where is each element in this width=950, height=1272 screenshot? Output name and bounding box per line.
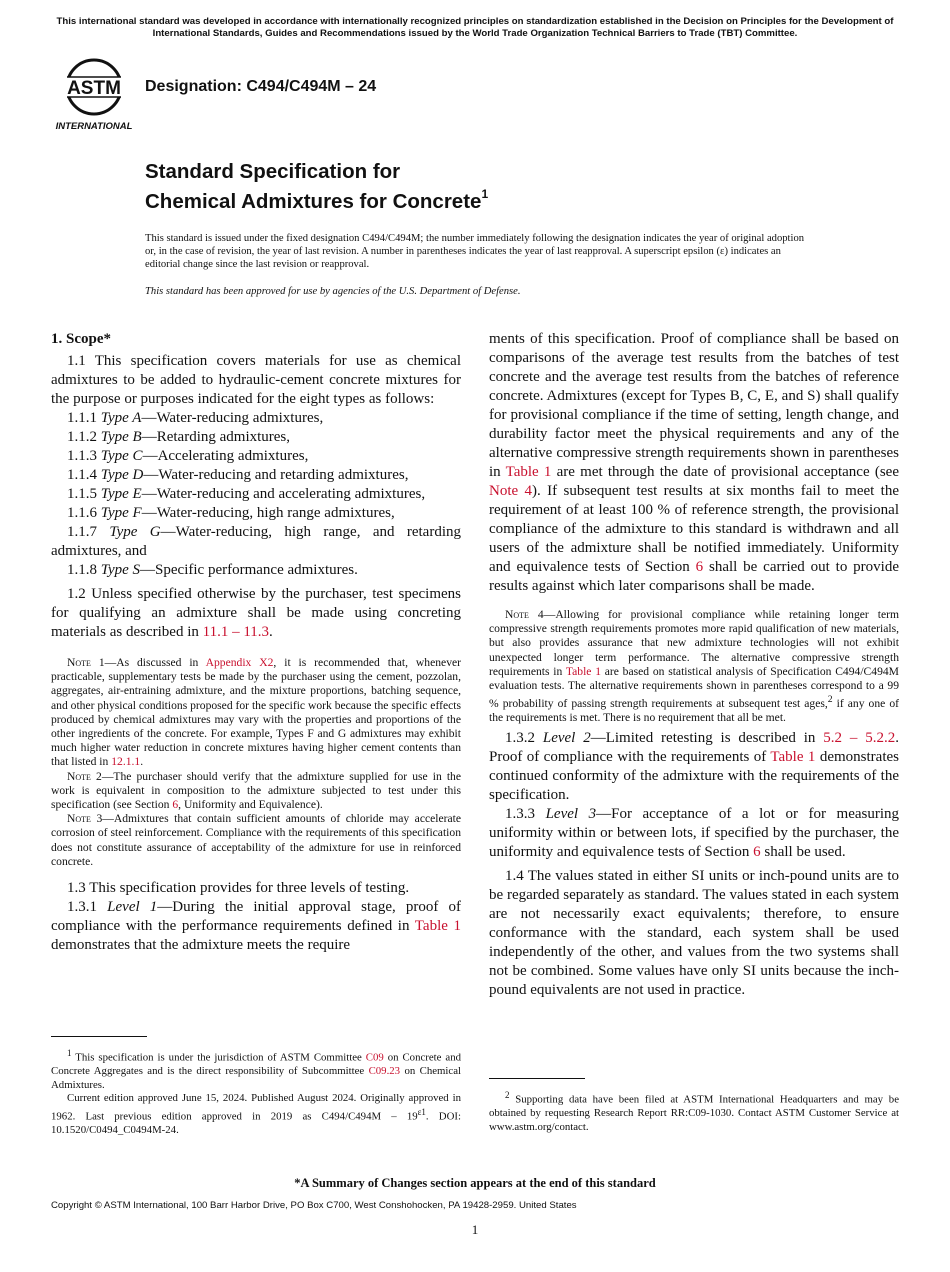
paragraph-1-2: 1.2 Unless specified otherwise by the purchaser, test specimens for qualifying an admixture shall be made using concreting materials as described in 11.1 – 11.3. <box>51 586 461 640</box>
note-4: Note 4—Allowing for provisional compliance while retaining longer term compressive strength requirements promotes more rapid qualification of new materials, but also provides assurance that new admixture technologies will not exhibit unexpected longer term performance. The alternative compressive strength requirements in Table 1 are based on statistical analysis of Specification C494/C494M evaluation tests. The alternative requirements shown in parentheses correspond to a 99 % probability of passing strength requirements at subsequent test ages,$^2$ if any one of the requirements is met. There is no requirement that all be met. <box>489 608 899 725</box>
type-item: 1.1.2 Type B—Retarding admixtures, <box>67 429 291 445</box>
link-section-6-level3[interactable]: 6 <box>753 844 761 861</box>
link-section-6-uniformity[interactable]: 6 <box>695 559 704 575</box>
footnote-rule <box>51 1036 147 1037</box>
link-c09-23[interactable]: C09.23 <box>368 1065 401 1078</box>
type-item: 1.1.3 Type C—Accelerating admixtures, <box>67 448 309 464</box>
note-1: Note 1—As discussed in Appendix X2, it is recommended that, whenever practicable, supplementary tests be made by the purchaser using the cement, pozzolan, aggregates, air-entraining admixture, and the mixture proportions, batching sequence, and other physical conditions proposed for the specific work because the specific effects produced by chemical admixtures may vary with the properties and proportions of the other ingredients of the concrete. For example, Types F and G admixtures may exhibit much higher water reduction in concrete mixtures having higher cement contents than that listed in 12.1.1. <box>51 656 461 769</box>
footnote-1-edition: Current edition approved June 15, 2024. Published August 2024. Originally approved in 1962. Last previous edition approved in 2019 as $C494/C494M - 19^{\varepsilon 1}$. DOI: 10.1520/C0494_C0494M-24. <box>51 1092 461 1137</box>
paragraph-1-3-1-continued: ments of this specification. Proof of compliance shall be based on comparisons of the average test results from the batches of test concrete and the average test results from the batches of reference concrete. Admixtures (except for Types B, C, E, and S) shall qualify for provisional compliance if the time of setting, length change, and durability factor meet the physical requirements and any of the alternative compressive strength requirements shown in parentheses in Table 1 are met through the date of provisional acceptance (see Note 4). If subsequent test results at six months fail to meet the requirement of at least 100 % of reference strength, the provisional compliance of the admixture to this standard is withdrawn and all users of the admixture shall be notified immediately. Uniformity and equivalence tests of Section 6 shall be carried out to provide results against which later comparisons shall be made. <box>489 331 899 594</box>
link-table-1-alt[interactable]: Table 1 <box>505 464 552 480</box>
paragraph-1-3-2: 1.3.2 Level 2—Limited retesting is described in 5.2 – 5.2.2. Proof of compliance with the requirements of Table 1 demonstrates continued conformity of the admixture with the requirements of the specification. <box>489 730 899 804</box>
paragraph-1-3-1: 1.3.1 Level 1—During the initial approval stage, proof of compliance with the performance requirements defined in Table 1 demonstrates that the admixture meets the require <box>51 899 462 954</box>
link-appendix-x2[interactable]: Appendix X2 <box>205 656 274 669</box>
left-column <box>51 330 461 955</box>
link-table-1-level2[interactable]: Table 1 <box>770 749 816 766</box>
link-table-1[interactable]: Table 1 <box>414 918 461 935</box>
link-12-1-1[interactable]: 12.1.1 <box>111 755 141 769</box>
footnotes-left <box>51 1036 461 1138</box>
types-list <box>51 409 461 580</box>
paragraph-1-3: 1.3 This specification provides for three levels of testing. <box>67 880 410 897</box>
link-5-2[interactable]: 5.2 – 5.2.2 <box>823 730 896 747</box>
document-title <box>145 160 488 214</box>
type-item: 1.1.5 Type E—Water-reducing and accelerating admixtures, <box>67 486 426 502</box>
page-number: 1 <box>471 1222 479 1237</box>
type-item: 1.1.1 Type A—Water-reducing admixtures, <box>67 410 324 426</box>
type-item: 1.1.7 Type G—Water-reducing, high range, and retarding admixtures, and <box>51 524 461 559</box>
paragraph-1-1: 1.1 This specification covers materials for use as chemical admixtures to be added to hydraulic-cement concrete mixtures for the purpose or purposes indicated for the eight types as follows: <box>51 353 461 407</box>
link-table-1-note4[interactable]: Table 1 <box>565 664 601 678</box>
issuance-notice: This standard is issued under the fixed designation C494/C494M; the number immediately following the designation indicates the year of original adoption or, in the case of revision, the year of last revision. A number in parentheses indicates the year of last reapproval. A superscript epsilon (ε) indicates an editorial change since the last revision or reapproval. <box>145 233 805 271</box>
title-line-2: Chemical Admixtures for Concrete$^1$ <box>145 187 489 213</box>
copyright: Copyright © ASTM International, 100 Barr Harbor Drive, PO Box C700, West Conshohocken, PA 19428-2959. United States <box>51 1200 577 1211</box>
astm-logo-icon <box>54 57 134 131</box>
summary-of-changes-note: *A Summary of Changes section appears at the end of this standard <box>294 1176 656 1190</box>
paragraph-1-4: 1.4 The values stated in either SI units or inch-pound units are to be regarded separately as standard. The values stated in each system are not necessarily exact equivalents; therefore, to ensure conformance with the standard, each system shall be used independently of the other, and values from the two systems shall not be combined. Some values have only SI units because the inch-pound equivalents are not used in practice. <box>489 868 899 999</box>
link-section-6[interactable]: 6 <box>172 798 179 812</box>
link-11-1[interactable]: 11.1 – 11.3 <box>202 624 270 640</box>
type-item: 1.1.4 Type D—Water-reducing and retarding admixtures, <box>67 467 409 483</box>
type-item: 1.1.6 Type F—Water-reducing, high range admixtures, <box>67 505 395 521</box>
title-line-1: Standard Specification for <box>145 160 401 183</box>
section-heading-scope: 1. Scope* <box>51 331 111 347</box>
link-note-4[interactable]: Note 4 <box>489 483 533 499</box>
astm-logo <box>54 57 134 131</box>
note-3: Note 3—Admixtures that contain sufficient amounts of chloride may accelerate corrosion of steel reinforcement. Compliance with the requirements of this specification does not constitute assurance of acceptability of the admixture for use in reinforced concrete. <box>51 812 462 868</box>
link-c09[interactable]: C09 <box>365 1051 384 1064</box>
footnote-1: $^1$ This specification is under the jurisdiction of ASTM Committee C09 on Concrete and Concrete Aggregates and is the direct responsibility of Subcommittee C09.23 on Chemical Admixtures. <box>51 1048 461 1091</box>
approval-notice: This standard has been approved for use by agencies of the U.S. Department of Defense. <box>145 286 521 297</box>
svg-text:INTERNATIONAL: INTERNATIONAL <box>55 121 133 131</box>
svg-text:ASTM: ASTM <box>67 78 121 99</box>
type-item: 1.1.8 Type S—Specific performance admixtures. <box>67 562 358 578</box>
right-column <box>489 330 899 1000</box>
paragraph-1-3-3: 1.3.3 Level 3—For acceptance of a lot or for measuring uniformity within or between lots, if specified by the purchaser, the uniformity and equivalence tests of Section 6 shall be used. <box>489 806 900 861</box>
footnote-2: $^2$ Supporting data have been filed at ASTM International Headquarters and may be obtained by requesting Research Report RR:C09-1030. Contact ASTM Customer Service at www.astm.org/contact. <box>489 1090 899 1133</box>
top-notice: This international standard was developed in accordance with internationally recognized principles on standardization established in the Decision on Principles for the Development of International Standards, Guides and Recommendations issued by the World Trade Organization Technical Barriers to Trade (TBT) Committee. <box>56 16 894 39</box>
footnotes-right <box>489 1078 899 1134</box>
designation: Designation: C494/C494M – 24 <box>145 78 377 95</box>
note-2: Note 2—The purchaser should verify that the admixture supplied for use in the work is equivalent in composition to the admixture subjected to test under this specification (see Section 6, Uniformity and Equivalence). <box>51 769 461 812</box>
footnote-rule <box>489 1078 585 1079</box>
